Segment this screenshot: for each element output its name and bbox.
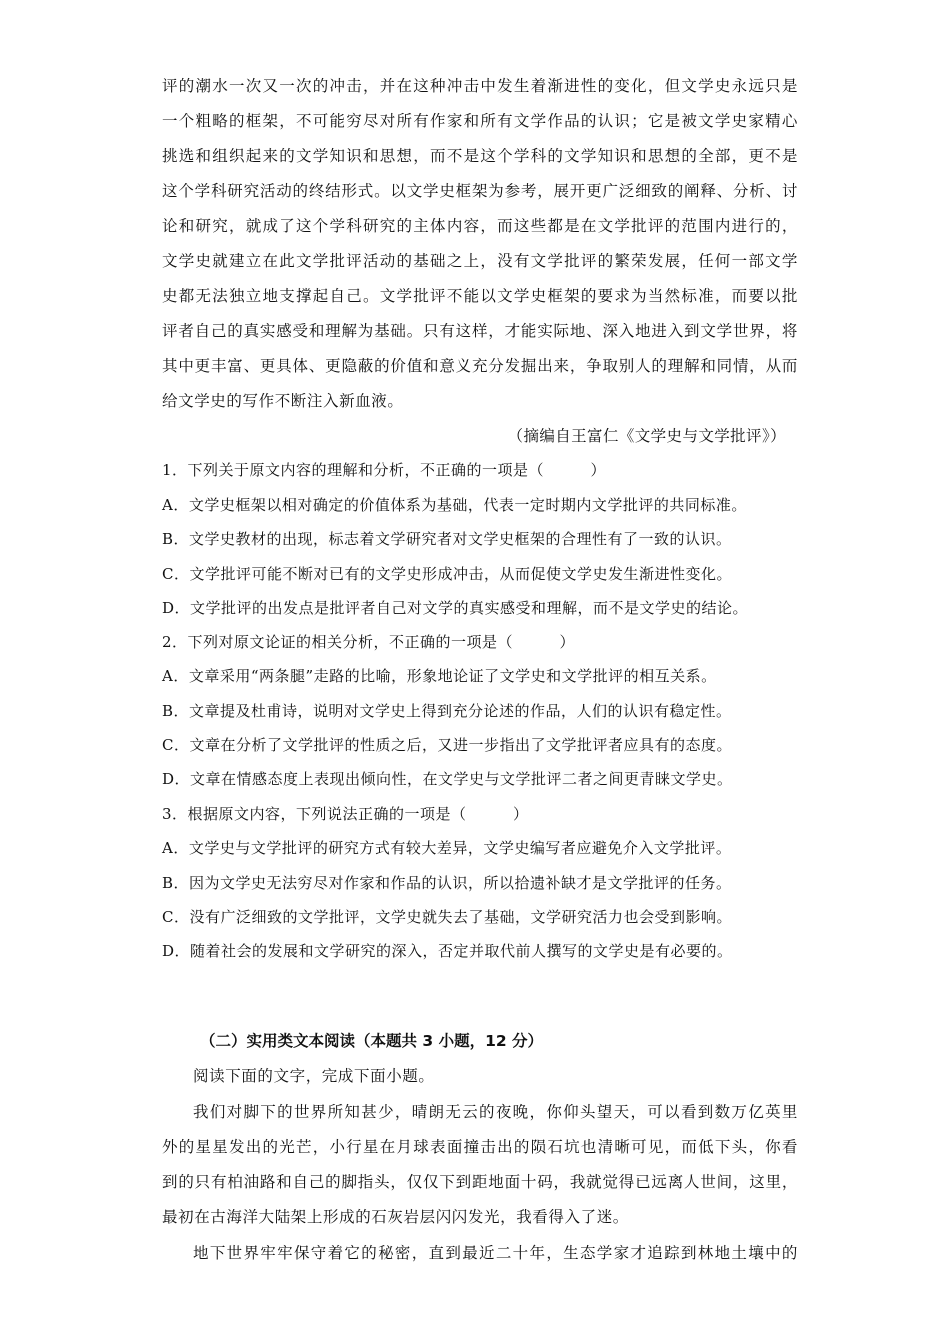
question-2-option-a: A．文章采用“两条腿”走路的比喻，形象地论证了文学史和文学批评的相互关系。	[162, 667, 717, 685]
question-3-option-a: A．文学史与文学批评的研究方式有较大差异，文学史编写者应避免介入文学批评。	[162, 839, 732, 857]
passage-line: 评的潮水一次又一次的冲击，并在这种冲击中发生着渐进性的变化，但文学史永远只是	[162, 77, 798, 95]
question-3-option-c: C．没有广泛细致的文学批评，文学史就失去了基础，文学研究活力也会受到影响。	[162, 908, 732, 926]
question-1-option-b: B．文学史教材的出现，标志着文学研究者对文学史框架的合理性有了一致的认识。	[162, 530, 732, 548]
question-2-option-d: D．文章在情感态度上表现出倾向性，在文学史与文学批评二者之间更青睐文学史。	[162, 770, 733, 788]
paragraph-line: 最初在古海洋大陆架上形成的石灰岩层闪闪发光，我看得入了迷。	[162, 1208, 629, 1226]
passage-line: 评者自己的真实感受和理解为基础。只有这样，才能实际地、深入地进入到文学世界，将	[162, 322, 798, 340]
passage-source: （摘编自王富仁《文学史与文学批评》）	[507, 427, 786, 445]
paragraph-line: 我们对脚下的世界所知甚少，晴朗无云的夜晚，你仰头望天，可以看到数万亿英里	[193, 1103, 798, 1121]
question-2-option-c: C．文章在分析了文学批评的性质之后，又进一步指出了文学批评者应具有的态度。	[162, 736, 732, 754]
question-1-option-a: A．文学史框架以相对确定的价值体系为基础，代表一定时期内文学批评的共同标准。	[162, 496, 747, 514]
question-1-option-d: D．文学批评的出发点是批评者自己对文学的真实感受和理解，而不是文学史的结论。	[162, 599, 749, 617]
passage-line: 这个学科研究活动的终结形式。以文学史框架为参考，展开更广泛细致的阐释、分析、讨	[162, 182, 798, 200]
question-3-option-d: D．随着社会的发展和文学研究的深入，否定并取代前人撰写的文学史是有必要的。	[162, 942, 733, 960]
section-title: （二）实用类文本阅读（本题共 3 小题，12 分）	[200, 1032, 544, 1050]
question-stem-1: 1．下列关于原文内容的理解和分析，不正确的一项是（ ）	[162, 461, 607, 479]
paragraph-line: 外的星星发出的光芒，小行星在月球表面撞击出的陨石坑也清晰可见，而低下头，你看	[162, 1138, 798, 1156]
paragraph-line: 地下世界牢牢保守着它的秘密，直到最近二十年，生态学家才追踪到林地土壤中的	[193, 1244, 798, 1262]
question-1-option-c: C．文学批评可能不断对已有的文学史形成冲击，从而促使文学史发生渐进性变化。	[162, 565, 732, 583]
question-stem-3: 3．根据原文内容，下列说法正确的一项是（ ）	[162, 805, 529, 823]
passage-line: 文学史就建立在此文学批评活动的基础之上，没有文学批评的繁荣发展，任何一部文学	[162, 252, 798, 270]
passage-line: 挑选和组织起来的文学知识和思想，而不是这个学科的文学知识和思想的全部，更不是	[162, 147, 798, 165]
question-stem-2: 2．下列对原文论证的相关分析，不正确的一项是（ ）	[162, 633, 576, 651]
question-3-option-b: B．因为文学史无法穷尽对作家和作品的认识，所以拾遗补缺才是文学批评的任务。	[162, 874, 732, 892]
passage-line: 其中更丰富、更具体、更隐蔽的价值和意义充分发掘出来，争取别人的理解和同情，从而	[162, 357, 798, 375]
passage-line: 一个粗略的框架，不可能穷尽对所有作家和所有文学作品的认识；它是被文学史家精心	[162, 112, 798, 130]
passage-line: 给文学史的写作不断注入新血液。	[162, 392, 404, 410]
question-2-option-b: B．文章提及杜甫诗，说明对文学史上得到充分论述的作品，人们的认识有稳定性。	[162, 702, 732, 720]
paragraph-line: 到的只有柏油路和自己的脚指头，仅仅下到距地面十码，我就觉得已远离人世间，这里，	[162, 1173, 798, 1191]
passage-line: 论和研究，就成了这个学科研究的主体内容，而这些都是在文学批评的范围内进行的，	[162, 217, 798, 235]
section-instruction: 阅读下面的文字，完成下面小题。	[193, 1067, 435, 1085]
passage-line: 史都无法独立地支撑起自己。文学批评不能以文学史框架的要求为当然标准，而要以批	[162, 287, 798, 305]
